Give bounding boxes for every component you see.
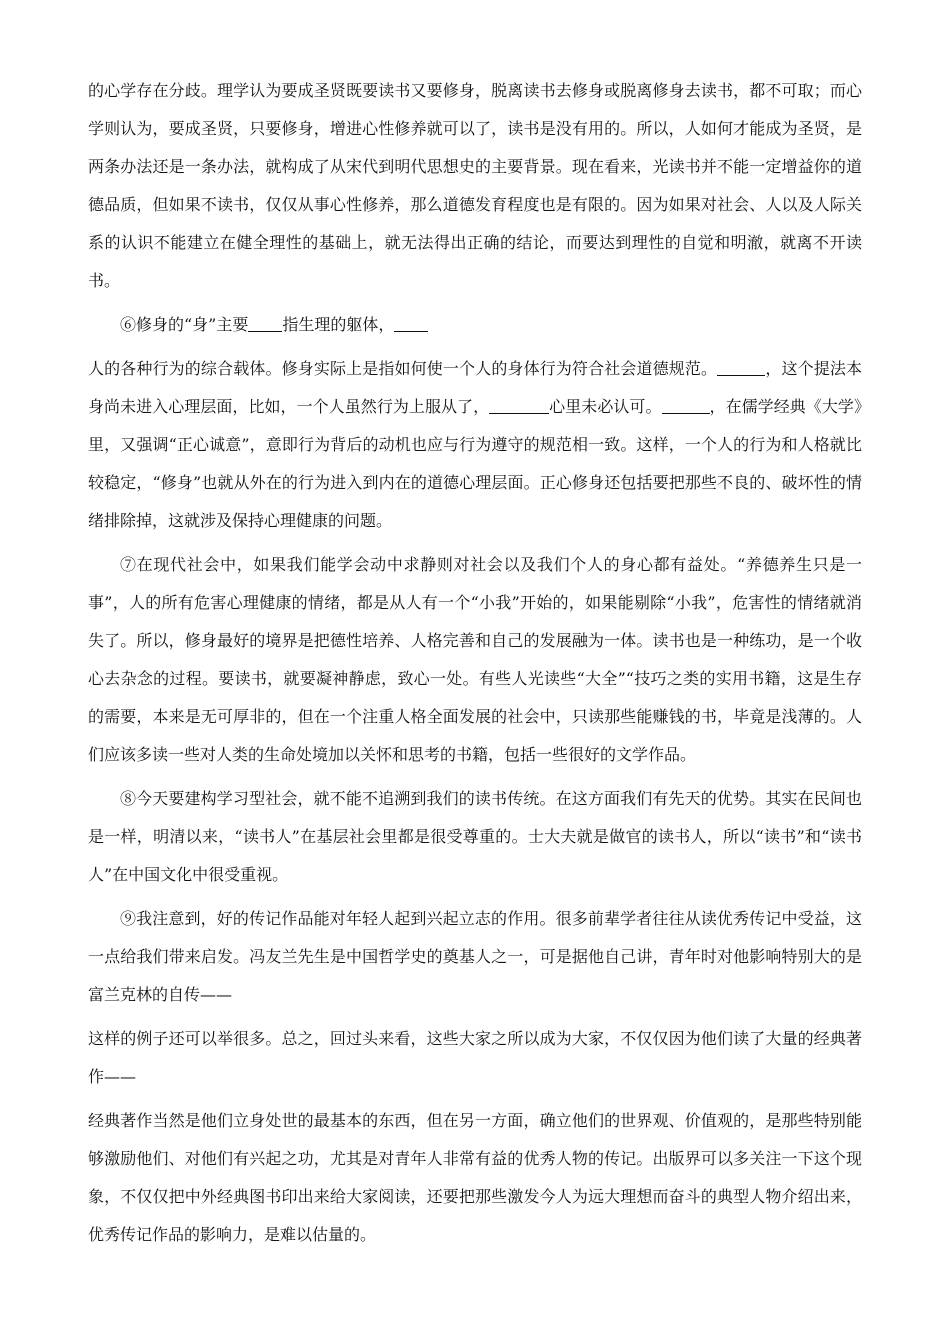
fill-in-blank: [717, 357, 765, 376]
fill-in-blank: [489, 395, 549, 414]
paragraph-text: ⑥修身的“身”主要: [120, 315, 249, 334]
fill-in-blank: [394, 313, 428, 332]
paragraph-text: ⑦在现代社会中，如果我们能学会动中求静则对社会以及我们个人的身心都有益处。“养德养生只是一事”，人的所有危害心理健康的情绪，都是从人有一个“小我”开始的，如果能剔除“小我”，危害性的情绪就消失了。所以，修身最好的境界是把德性培养、人格完善和自己的发展融为一体。读书也是一种练功，是一个收心去杂念的过程。要读书，就要凝神静虑，致心一处。有些人光读些“大全”“技巧之类的实用书籍，这是生存的需要，本来是无可厚非的，但在一个注重人格全面发展的社会中，只读那些能赚钱的书，毕竟是浅薄的。人们应该多读一些对人类的生命处境加以关怀和思考的书籍，包括一些很好的文学作品。: [88, 555, 862, 764]
paragraph-p5-tail: [88, 72, 862, 300]
paragraph-text: 人的各种行为的综合载体。修身实际上是指如何使一个人的身体行为符合社会道德规范。: [88, 359, 718, 378]
document-body: [88, 72, 862, 1260]
fill-in-blank: [662, 395, 710, 414]
paragraph-text: 的心学存在分歧。理学认为要成圣贤既要读书又要修身，脱离读书去修身或脱离修身去读书，都不可取；而心学则认为，要成圣贤，只要修身，增进心性修养就可以了，读书是没有用的。所以，人如何才能成为圣贤，是两条办法还是一条办法，就构成了从宋代到明代思想史的主要背景。现在看来，光读书并不能一定增益你的道德品质，但如果不读书，仅仅从事心性修养，那么道德发育程度也是有限的。因为如果对社会、人以及人际关系的认识不能建立在健全理性的基础上，就无法得出正确的结论，而要达到理性的自觉和明澈，就离不开读书。: [88, 81, 862, 290]
paragraph-p9-head: [88, 900, 862, 1014]
paragraph-p6-head: [88, 306, 862, 344]
paragraph-text: ，在儒学经典《大学》里，又强调“正心诚意”，意即行为背后的动机也应与行为遵守的规范相一致。这样，一个人的行为和人格就比较稳定，“修身”也就从外在的行为进入到内在的道德心理层面。正心修身还包括要把那些不良的、破坏性的情绪排除掉，这就涉及保持心理健康的问题。: [88, 397, 862, 530]
paragraph-p9-mid: [88, 1020, 862, 1096]
paragraph-p8: [88, 780, 862, 894]
paragraph-text: 这样的例子还可以举很多。总之，回过头来看，这些大家之所以成为大家，不仅仅因为他们读了大量的经典著作——: [88, 1029, 862, 1086]
paragraph-text: ⑨我注意到，好的传记作品能对年轻人起到兴起立志的作用。很多前辈学者往往从读优秀传记中受益，这一点给我们带来启发。冯友兰先生是中国哲学史的奠基人之一，可是据他自己讲，青年时对他影响特别大的是富兰克林的自传——: [88, 909, 862, 1004]
paragraph-text: ，这个提法本身尚未进入心理层面，比如，一个人虽然行为上服从了，: [88, 359, 862, 416]
paragraph-p7: [88, 546, 862, 774]
paragraph-p9-tail: [88, 1102, 862, 1254]
paragraph-text: ⑧今天要建构学习型社会，就不能不追溯到我们的读书传统。在这方面我们有先天的优势。其实在民间也是一样，明清以来，“读书人”在基层社会里都是很受尊重的。士大夫就是做官的读书人，所以“读书”和“读书人”在中国文化中很受重视。: [88, 789, 862, 884]
paragraph-text: 经典著作当然是他们立身处世的最基本的东西，但在另一方面，确立他们的世界观、价值观的，是那些特别能够激励他们、对他们有兴起之功，尤其是对青年人非常有益的优秀人物的传记。出版界可以多关注一下这个现象，不仅仅把中外经典图书印出来给大家阅读，还要把那些激发今人为远大理想而奋斗的典型人物介绍出来，优秀传记作品的影响力，是难以估量的。: [88, 1111, 862, 1244]
paragraph-text: 指生理的躯体，: [282, 315, 395, 334]
paragraph-text: 心里未必认可。: [549, 397, 662, 416]
paragraph-p6-body: [88, 350, 862, 540]
fill-in-blank: [248, 313, 282, 332]
